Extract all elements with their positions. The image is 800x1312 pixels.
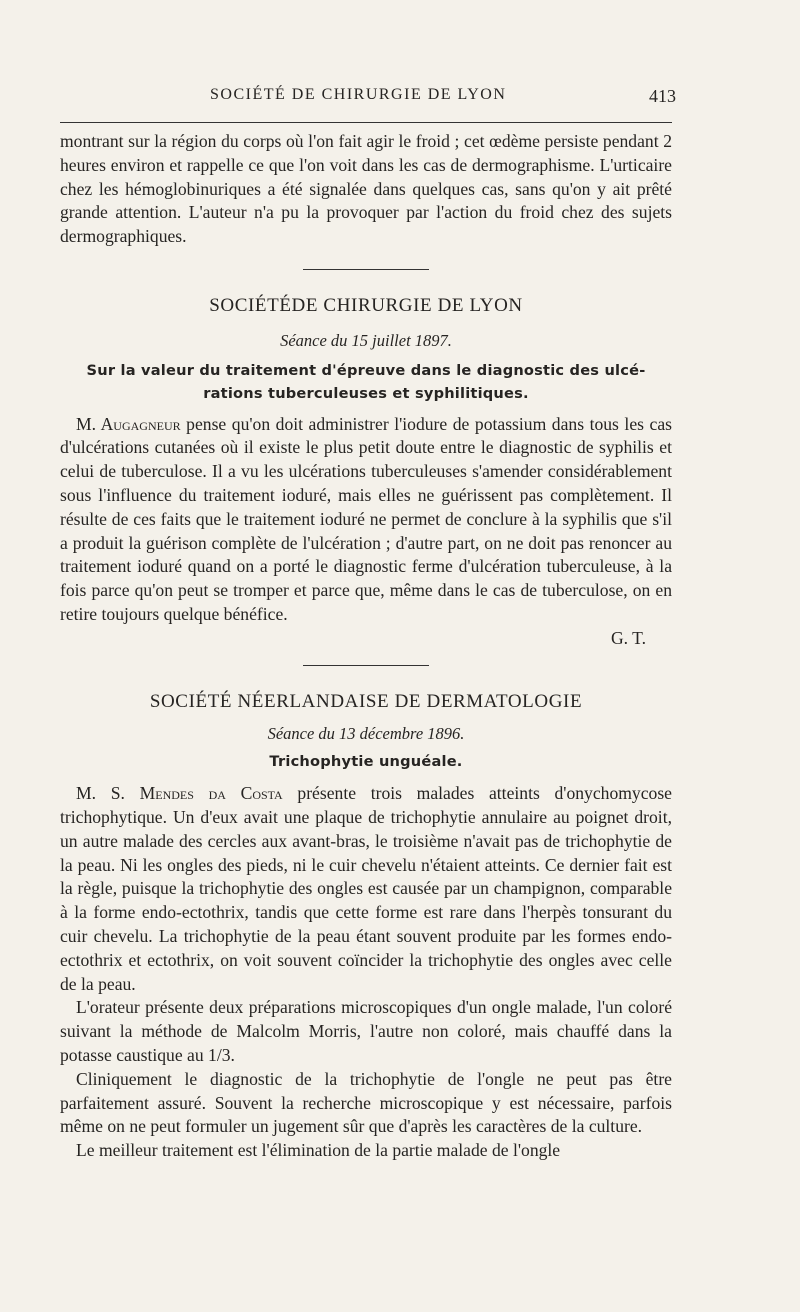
nl-paragraph-1-text: présente trois malades atteints d'onychomycose trichophytique. Un d'eux avait une plaque de trichophytie annulaire au poignet droit, un autre malade des cercles aux avant-bras, le troisième n'avait pas de trichophytie de la peau. Ni les ongles des pieds, ni le cuir chevelu n'étaient atteints. Ce dernier fait est la règle, puisque la trichophytie des ongles est causée par un champignon, comparable à la forme endo-ectothrix, tandis que cette forme est rare dans l'herpès tonsurant du cuir chevelu. La trichophytie de la peau étant souvent produite par les formes endo-ectothrix et ectothrix, on voit souvent coïncider la trichophytie des ongles avec celle de la peau. (60, 783, 672, 994)
page-number: 413 (649, 86, 676, 106)
lyon-session-date: Séance du 15 juillet 1897. (280, 330, 452, 350)
running-head (60, 86, 676, 110)
lyon-society-title: SOCIÉTÉDE CHIRURGIE DE LYON (209, 294, 523, 316)
nl-paragraph-2: L'orateur présente deux préparations microscopiques d'un ongle malade, l'un coloré suivant la méthode de Malcolm Morris, l'autre non coloré, mais chauffé dans la potasse caustique au 1/3. (60, 997, 672, 1065)
document-page (60, 0, 676, 1312)
nl-society-title: SOCIÉTÉ NÉERLANDAISE DE DERMATOLOGIE (149, 690, 583, 712)
header-rule (60, 122, 672, 123)
section-divider (303, 269, 429, 270)
nl-paragraph-1 (60, 782, 672, 996)
lyon-topic-line-2: rations tuberculeuses et syphilitiques. (203, 384, 529, 402)
lyon-paragraph (60, 413, 672, 627)
section-divider (303, 665, 429, 666)
running-title: SOCIÉTÉ DE CHIRURGIE DE LYON (210, 86, 507, 103)
lyon-paragraph-text: pense qu'on doit administrer l'iodure de potassium dans tous les cas d'ulcérations cutanées où il existe le plus petit doute entre le diagnostic de syphilis et celui de tuberculose. Il a vu les ulcérations tuberculeuses s'amender considérablement sous l'influence du traitement ioduré, mais elles ne guérissent pas complètement. Il résulte de ces faits que le traitement ioduré ne permet de conclure à la syphilis que s'il a produit la guérison complète de l'ulcération ; d'autre part, on ne doit pas renoncer au traitement ioduré quand on a porté le diagnostic ferme d'ulcération tuberculeuse, à la fois parce qu'on peut se tromper et parce que, même dans le cas de tuberculose, on en retire toujours quelque bénéfice. (60, 413, 672, 624)
nl-topic-heading: Trichophytie unguéale. (269, 753, 463, 771)
nl-paragraph-4: Le meilleur traitement est l'élimination de la partie malade de l'ongle (76, 1140, 561, 1161)
lyon-topic-heading (60, 359, 672, 405)
nl-session-date: Séance du 13 décembre 1896. (267, 724, 465, 744)
nl-speaker-name: M. S. Mendes da Costa (76, 783, 283, 804)
lyon-speaker-name: M. Augagneur (76, 413, 181, 434)
intro-paragraph: montrant sur la région du corps où l'on fait agir le froid ; cet œdème persiste pendant 2 heures environ et rappelle ce que l'on voit dans les cas de dermographisme. L'urticaire chez les hémoglobinuriques a été signalée dans quelques cas, sans qu'on y ait prêté grande attention. L'auteur n'a pu la provoquer par l'action du froid chez des sujets dermographiques. (60, 131, 672, 247)
body-text (60, 130, 672, 1163)
lyon-topic-line-1: Sur la valeur du traitement d'épreuve dans le diagnostic des ulcé- (86, 361, 646, 379)
nl-paragraph-3: Cliniquement le diagnostic de la trichophytie de l'ongle ne peut pas être parfaitement assuré. Souvent la recherche microscopique y est nécessaire, parfois même on ne peut formuler un jugement sûr que d'après les caractères de la culture. (60, 1068, 672, 1137)
lyon-signature: G. T. (610, 627, 646, 648)
